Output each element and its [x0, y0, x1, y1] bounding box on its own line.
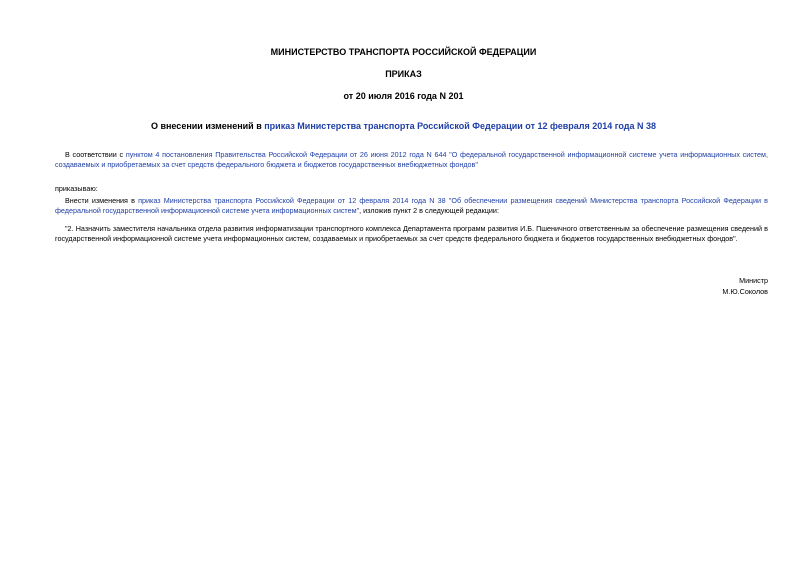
- signature-title: Министр: [739, 276, 768, 285]
- paragraph-order-word: приказываю:: [55, 184, 98, 193]
- paragraph-amendment-suffix: , изложив пункт 2 в следующей редакции:: [359, 206, 499, 215]
- document-date: от 20 июля 2016 года N 201: [343, 91, 464, 101]
- ministry-name: МИНИСТЕРСТВО ТРАНСПОРТА РОССИЙСКОЙ ФЕДЕРАЦИИ: [270, 47, 537, 57]
- paragraph-amendment-link[interactable]: приказ Министерства транспорта Российской Федерации от 12 февраля 2014 года N 38 "Об обеспечении размещения сведений Министерства транспорта Российской Федерации в федеральной государственной информационной системе учета информационных систем": [55, 196, 769, 215]
- paragraph-basis-link[interactable]: пунктом 4 постановления Правительства Российской Федерации от 26 июня 2012 года N 644 "О федеральной государственной информационной системе учета информационных систем, создаваемых и приобретаемых за счет средств федерального бюджета и бюджетов государственных внебюджетных фондов": [55, 150, 768, 169]
- signature-name: М.Ю.Соколов: [722, 287, 768, 296]
- paragraph-new-text: "2. Назначить заместителя начальника отдела развития информатизации транспортного комплекса Департамента программ развития И.Б. Пшеничного ответственным за обеспечение размещения сведений в государственной информационной системе учета информационных систем, создаваемых и приобретаемых за счет средств федерального бюджета и бюджетов государственных внебюджетных фондов".: [55, 224, 768, 243]
- paragraph-basis-prefix: В соответствии с: [65, 150, 126, 159]
- subject-link[interactable]: приказ Министерства транспорта Российской Федерации от 12 февраля 2014 года N 38: [264, 121, 657, 131]
- document-subject: [0, 121, 807, 132]
- paragraph-amendment-prefix: Внести изменения в: [65, 196, 139, 205]
- paragraph-amendment: [55, 196, 768, 216]
- document-type: ПРИКАЗ: [385, 69, 422, 79]
- paragraph-basis: [55, 150, 768, 170]
- subject-prefix: О внесении изменений в: [150, 121, 265, 131]
